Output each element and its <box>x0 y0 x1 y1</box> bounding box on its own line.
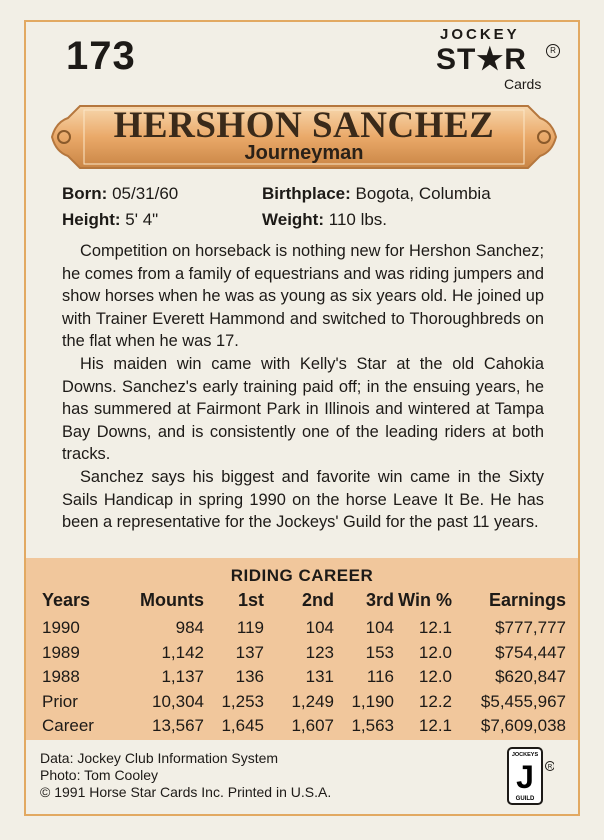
table-cell-earnings: $620,847 <box>495 667 566 687</box>
table-cell-first: 137 <box>235 642 264 662</box>
table-cell-third: 153 <box>365 642 394 662</box>
weight-row <box>262 210 387 230</box>
table-cell-win-pct: 12.1 <box>418 618 452 637</box>
logo-top-text: JOCKEY <box>440 26 520 43</box>
table-cell-earnings: $777,777 <box>495 618 566 637</box>
jockeys-guild-icon <box>504 742 554 808</box>
table-cell-third: 1,563 <box>351 716 394 736</box>
table-cell-first: 1,253 <box>221 691 264 711</box>
card-number: 173 <box>66 34 136 78</box>
guild-registered-mark: R <box>547 764 553 771</box>
table-cell-mounts: 1,137 <box>161 667 204 687</box>
table-cell-third: 1,190 <box>351 691 394 711</box>
card-credits <box>40 750 331 801</box>
column-header-third: 3rd <box>365 590 394 610</box>
table-cell-years: Prior <box>42 691 78 711</box>
born-label: Born: <box>62 184 108 203</box>
table-cell-years: 1990 <box>42 618 80 637</box>
born-value: 05/31/60 <box>112 184 179 203</box>
column-header-earnings: Earnings <box>488 590 566 610</box>
table-cell-earnings: $754,447 <box>495 642 566 662</box>
table-cell-mounts: 13,567 <box>152 716 204 736</box>
table-cell-second: 1,249 <box>291 691 334 711</box>
riding-career-panel <box>26 558 578 740</box>
column-header-win-pct: Win % <box>398 590 452 610</box>
logo-sub-text: Cards <box>504 76 542 92</box>
copyright-line: © 1991 Horse Star Cards Inc. Printed in U.S.A. <box>40 784 332 800</box>
table-cell-earnings: $7,609,038 <box>480 716 566 736</box>
table-cell-win-pct: 12.0 <box>418 667 452 687</box>
logo-main-text: ST★R <box>436 43 527 76</box>
table-cell-second: 1,607 <box>291 716 334 736</box>
table-cell-mounts: 10,304 <box>152 691 204 711</box>
table-cell-first: 119 <box>236 618 264 637</box>
table-cell-first: 136 <box>235 667 264 687</box>
height-value: 5' 4" <box>125 210 159 229</box>
table-cell-second: 123 <box>305 642 334 662</box>
weight-value: 110 lbs. <box>328 210 388 229</box>
table-cell-second: 104 <box>305 618 334 637</box>
column-header-mounts: Mounts <box>140 590 204 610</box>
photo-credit: Photo: Tom Cooley <box>40 767 159 783</box>
height-row <box>62 210 158 230</box>
height-label: Height: <box>62 210 121 229</box>
jockey-name: HERSHON SANCHEZ <box>113 105 495 146</box>
guild-logo-top-text: JOCKEYS <box>511 752 539 758</box>
registered-mark-icon: R <box>546 44 560 58</box>
table-cell-win-pct: 12.1 <box>418 716 452 736</box>
column-header-second: 2nd <box>301 590 334 610</box>
data-credit: Data: Jockey Club Information System <box>40 750 279 766</box>
table-cell-years: 1989 <box>42 642 80 662</box>
born-row <box>62 184 178 204</box>
table-cell-earnings: $5,455,967 <box>480 691 566 711</box>
weight-label: Weight: <box>262 210 325 229</box>
jockey-star-cards-logo <box>436 26 566 94</box>
story-paragraph: Competition on horseback is nothing new for Hershon Sanchez; he comes from a family of equestrians and was riding jumpers and show horses when he was as young as six years old. He joined up with Trainer Everett Hammond and switched to Thoroughbreds on the flat when he was 17. <box>62 242 544 351</box>
table-cell-mounts: 1,142 <box>161 642 204 662</box>
story-paragraph: Sanchez says his biggest and favorite win came in the Sixty Sails Handicap in spring 1990 on the horse Leave It Be. He has been a representative for the Jockeys' Guild for the past 11 years. <box>62 467 544 532</box>
table-cell-years: 1988 <box>42 667 80 687</box>
table-cell-third: 104 <box>365 618 394 637</box>
table-cell-years: Career <box>42 716 94 736</box>
birthplace-label: Birthplace: <box>262 184 351 203</box>
jockeys-guild-logo <box>504 742 554 808</box>
guild-logo-letter: J <box>516 759 534 795</box>
table-cell-win-pct: 12.0 <box>418 642 452 662</box>
table-cell-win-pct: 12.2 <box>418 691 452 711</box>
column-header-first: 1st <box>237 590 264 610</box>
birthplace-row <box>262 184 491 204</box>
column-header-years: Years <box>42 590 91 610</box>
table-cell-first: 1,645 <box>221 716 264 736</box>
story-paragraph: His maiden win came with Kelly's Star at the old Cahokia Downs. Sanchez's early training paid off; in the ensuing years, he has summered at Fairmont Park in Illinois and wintered at Tampa Bay Downs, and is consistently one of the leading riders at both tracks. <box>62 354 544 464</box>
riding-career-title: RIDING CAREER <box>230 566 374 585</box>
biography-text <box>62 240 544 534</box>
name-plaque <box>50 98 558 176</box>
jockey-title: Journeyman <box>244 142 364 164</box>
guild-logo-bottom-text: GUILD <box>515 796 535 802</box>
table-cell-mounts: 984 <box>175 618 204 637</box>
table-cell-third: 116 <box>366 667 394 687</box>
birthplace-value: Bogota, Columbia <box>355 184 491 203</box>
table-cell-second: 131 <box>305 667 334 687</box>
